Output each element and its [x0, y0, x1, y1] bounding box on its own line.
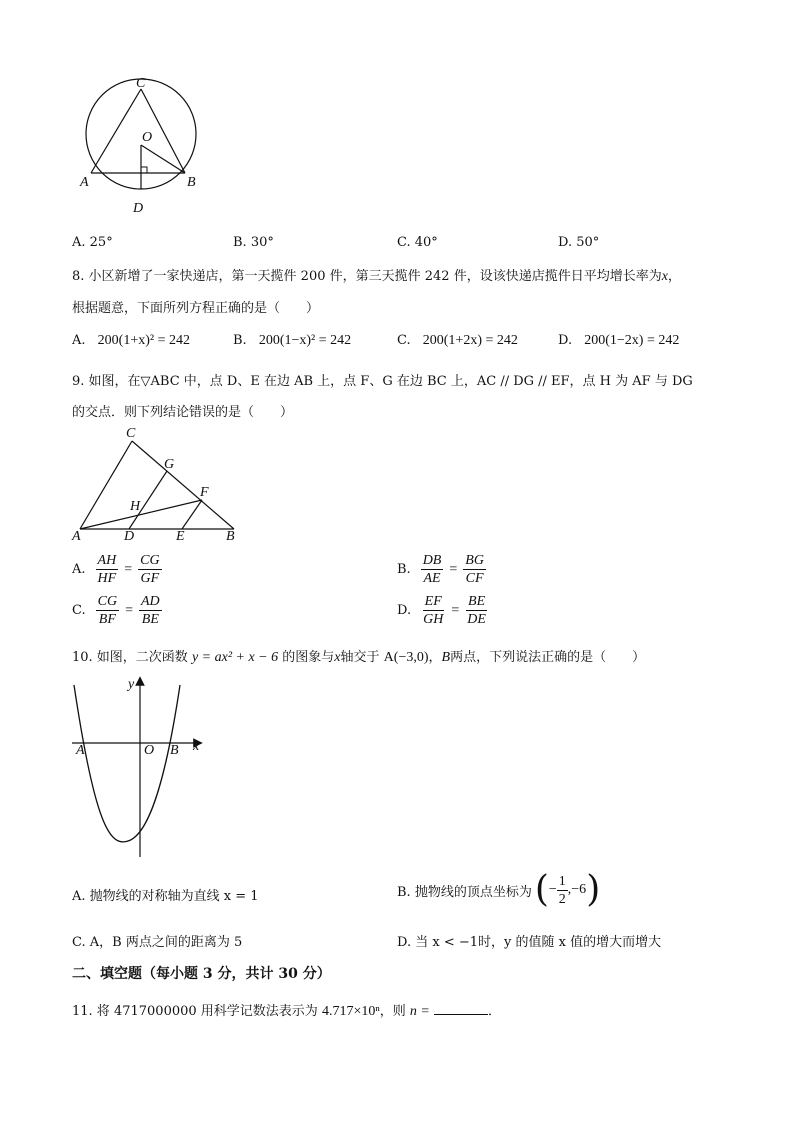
q11-text-b: ，则: [379, 1004, 406, 1019]
q9-option-d-right-fraction: [465, 593, 488, 628]
q10-stem-part-d: ，: [428, 650, 442, 665]
q9-option-c-equals: =: [125, 602, 133, 618]
q9-option-d-left-fraction: [421, 593, 445, 628]
q9-option-a-left-num: AH: [97, 553, 117, 568]
q10-stem-part-e: 两点，下列说法正确的是（ ）: [450, 650, 646, 665]
q9-option-b-letter: B.: [397, 562, 411, 577]
q9-label-f: F: [200, 485, 209, 500]
q9-option-a[interactable]: [72, 552, 162, 587]
q10-axis-var: x: [334, 650, 341, 665]
q9-option-c-left-num: CG: [97, 594, 118, 609]
q9-option-d-letter: D.: [397, 603, 412, 618]
q9-option-c[interactable]: [72, 593, 162, 628]
q11-stem: [72, 1000, 501, 1020]
q10-function: y = ax² + x − 6: [191, 650, 279, 665]
q7-label-d: D: [133, 201, 144, 216]
q10-parabola: [74, 685, 180, 842]
q10-option-b-text: B. 抛物线的顶点坐标为: [397, 884, 532, 900]
q8-option-d-expr: 200(1−2x) = 242: [584, 333, 680, 348]
q9-option-b-right-den: CF: [465, 571, 484, 586]
q10-label-y: y: [128, 677, 135, 692]
q10-stem-part-c: 轴交于: [340, 650, 380, 665]
q10-label-b: B: [170, 743, 179, 758]
q9-option-b-left-den: AE: [423, 571, 441, 586]
q8-option-c-letter: C.: [397, 333, 411, 348]
q9-triangle-figure: [72, 428, 247, 548]
q8-option-a[interactable]: [72, 333, 190, 349]
q10-option-b-left-paren: (: [534, 869, 549, 910]
q9-label-d: D: [124, 529, 135, 544]
q7-circle-figure: [70, 75, 210, 220]
q9-option-d-equals: =: [451, 602, 460, 618]
q10-option-c[interactable]: C. A，B 两点之间的距离为 5: [72, 935, 243, 950]
q10-option-b-den: 2: [558, 891, 566, 907]
q9-label-c: C: [126, 426, 136, 441]
q10-stem-part-b: 的图象与: [282, 650, 335, 665]
q9-label-e: E: [176, 529, 185, 544]
q11-variable: n =: [409, 1004, 430, 1019]
q8-option-b[interactable]: [233, 333, 351, 349]
q8-stem-line2: 根据题意，下面所列方程正确的是（ ）: [72, 301, 320, 316]
q9-option-b-left-num: DB: [422, 553, 442, 568]
q9-option-d-right-den: DE: [467, 612, 486, 627]
q10-option-b-minus: −: [548, 882, 557, 897]
q9-option-a-left-fraction: [96, 552, 119, 587]
q9-option-c-left-den: BF: [98, 612, 116, 627]
q8-option-c-expr: 200(1+2x) = 242: [422, 333, 518, 348]
q9-label-g: G: [164, 457, 175, 472]
q7-label-a: A: [80, 175, 89, 190]
q9-option-c-right-fraction: [139, 593, 162, 628]
q10-option-a[interactable]: A. 抛物线的对称轴为直线 x = 1: [72, 889, 259, 904]
q9-option-b-right-fraction: [463, 552, 486, 587]
q9-label-b: B: [226, 529, 235, 544]
q7-option-a[interactable]: A. 25°: [72, 235, 113, 250]
q11-text-a: 11. 将 4717000000 用科学记数法表示为: [72, 1004, 318, 1019]
q9-option-a-right-fraction: [138, 552, 161, 587]
q7-option-c[interactable]: C. 40°: [397, 235, 438, 250]
q9-stem-line2: 的交点．则下列结论错误的是（ ）: [72, 405, 294, 420]
q10-label-o: O: [144, 743, 155, 758]
q9-option-b-left-fraction: [421, 552, 444, 587]
q9-option-a-right-den: GF: [140, 571, 160, 586]
section-2-heading: 二、填空题（每小题 3 分，共计 30 分）: [72, 966, 331, 982]
q9-segment-ac: [80, 441, 132, 529]
q9-option-b[interactable]: [397, 552, 486, 587]
q10-option-b-fraction: [557, 873, 568, 908]
q7-label-o: O: [142, 130, 153, 145]
q9-segment-cb: [132, 441, 234, 529]
q9-option-b-equals: =: [449, 561, 458, 577]
q9-option-d-left-den: GH: [423, 612, 444, 627]
q7-right-angle-mark: [141, 167, 147, 173]
q10-stem-part-a: 10. 如图，二次函数: [72, 650, 188, 665]
q9-option-a-equals: =: [124, 561, 133, 577]
q11-end: ．: [488, 1004, 502, 1019]
q8-option-a-expr: 200(1+x)² = 242: [97, 333, 190, 348]
q9-option-d[interactable]: [397, 593, 488, 628]
q8-option-d-letter: D.: [558, 333, 573, 348]
q9-option-d-right-num: BE: [468, 594, 486, 609]
q10-point-b: B: [441, 650, 451, 665]
q9-option-c-left-fraction: [96, 593, 119, 628]
q8-option-c[interactable]: [397, 333, 518, 349]
q9-option-c-right-den: BE: [141, 612, 159, 627]
q8-option-b-letter: B.: [233, 333, 247, 348]
q10-parabola-figure: [70, 675, 210, 865]
q11-answer-blank[interactable]: [434, 1002, 488, 1015]
q10-option-b[interactable]: [397, 869, 601, 910]
q10-option-b-num: 1: [558, 873, 566, 889]
q7-segment-ob: [141, 145, 185, 173]
q8-option-d[interactable]: [558, 333, 679, 349]
q9-option-c-letter: C.: [72, 603, 86, 618]
q9-option-d-left-num: EF: [424, 594, 442, 609]
q7-segment-ca: [91, 89, 141, 173]
q7-label-b: B: [187, 175, 196, 190]
q9-stem-line1: 9. 如图，在▽ABC 中，点 D、E 在边 AB 上，点 F、G 在边 BC 上，AC // DG // EF，点 H 为 AF 与 DG: [72, 374, 693, 389]
q9-option-a-left-den: HF: [97, 571, 117, 586]
q9-option-a-letter: A.: [72, 562, 86, 577]
q8-stem-text: 8. 小区新增了一家快递店，第一天揽件 200 件，第三天揽件 242 件，设该快递店揽件日平均增长率为: [72, 269, 662, 284]
q9-segment-af: [80, 500, 202, 529]
q8-option-b-expr: 200(1−x)² = 242: [258, 333, 352, 348]
q9-label-h: H: [130, 499, 141, 514]
q9-option-b-right-num: BG: [465, 553, 484, 568]
q11-expression: 4.717×10ⁿ: [321, 1004, 380, 1019]
q10-stem: [72, 646, 645, 666]
q9-option-a-right-num: CG: [140, 553, 160, 568]
q8-stem-end: ，: [667, 269, 681, 284]
q7-option-b[interactable]: B. 30°: [233, 235, 274, 250]
q9-label-a: A: [72, 529, 81, 544]
q7-option-d[interactable]: D. 50°: [558, 235, 600, 250]
q10-option-d[interactable]: D. 当 x < −1时，y 的值随 x 值的增大而增大: [397, 935, 662, 950]
q10-label-a: A: [76, 743, 85, 758]
q8-variable: x: [661, 269, 668, 284]
q8-option-a-letter: A.: [72, 333, 86, 348]
q10-label-x: x: [193, 739, 200, 754]
q10-point-a: A(−3,0): [383, 650, 429, 665]
q10-option-b-right-paren: ): [586, 869, 601, 910]
q7-label-c: C: [136, 76, 146, 91]
q9-option-c-right-num: AD: [140, 594, 160, 609]
q10-option-b-tail: ,−6: [567, 882, 587, 897]
q8-stem-line1: [72, 265, 681, 285]
